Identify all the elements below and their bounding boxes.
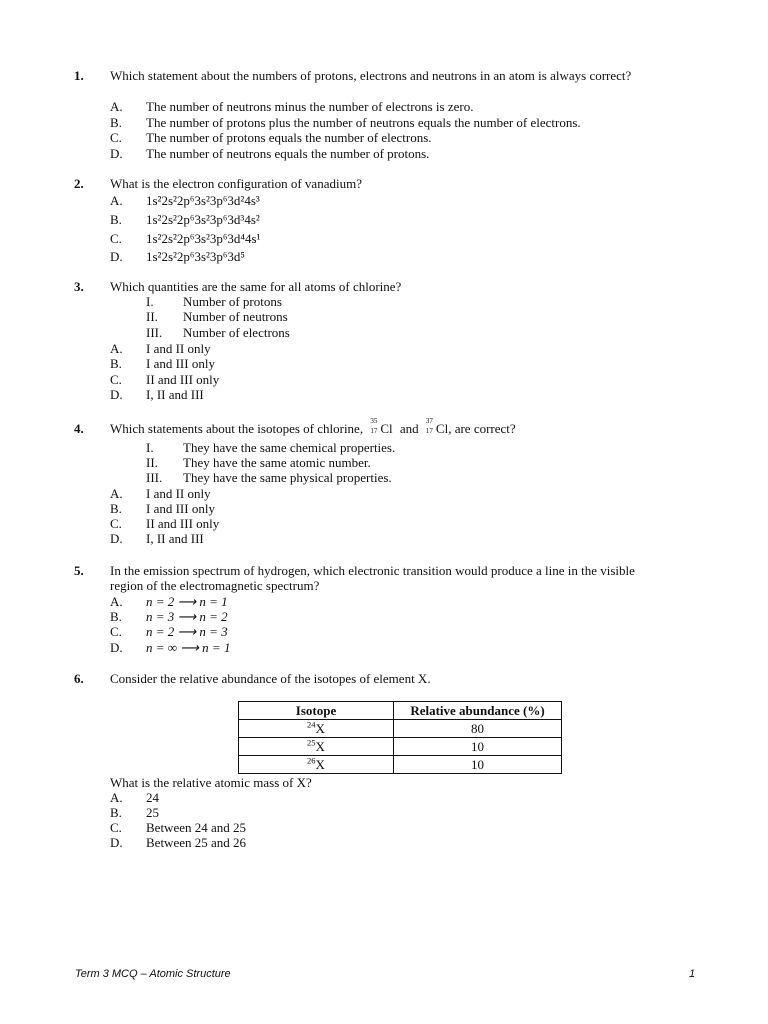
option-label: A. bbox=[110, 594, 123, 609]
question-text: Which statement about the numbers of protons, electrons and neutrons in an atom is always correct? bbox=[110, 68, 632, 83]
isotope-cell: $^{25}$X bbox=[239, 738, 394, 756]
option-label: D. bbox=[110, 146, 123, 161]
column-header-abundance: Relative abundance (%) bbox=[394, 702, 562, 720]
table-row bbox=[239, 738, 562, 756]
conjunction: and bbox=[399, 421, 419, 436]
question-text: In the emission spectrum of hydrogen, which electronic transition would produce a line in the visible region of the electromagnetic spectrum? bbox=[110, 563, 635, 594]
followup-question bbox=[0, 775, 768, 790]
option-d bbox=[0, 146, 768, 161]
statement-label: III. bbox=[146, 470, 163, 485]
question-text-start: Which statements about the isotopes of chlorine, bbox=[110, 421, 364, 436]
option-c bbox=[0, 624, 768, 639]
option-text: II and III only bbox=[146, 372, 220, 387]
isotope-cell: $^{26}$X bbox=[239, 756, 394, 774]
option-label: A. bbox=[110, 341, 123, 356]
footer-title: Term 3 MCQ – Atomic Structure bbox=[75, 968, 231, 980]
option-text: n = 2 ⟶ n = 3 bbox=[146, 624, 228, 639]
option-label: C. bbox=[110, 820, 122, 835]
option-label: C. bbox=[110, 372, 122, 387]
option-label: B. bbox=[110, 356, 122, 371]
statement-iii bbox=[0, 470, 768, 485]
option-d bbox=[0, 249, 768, 264]
option-label: A. bbox=[110, 790, 123, 805]
statement-text: Number of electrons bbox=[183, 325, 290, 340]
option-b bbox=[0, 805, 768, 820]
table-header-row bbox=[239, 702, 562, 720]
statement-i bbox=[0, 294, 768, 309]
option-label: B. bbox=[110, 805, 122, 820]
option-a bbox=[0, 193, 768, 208]
statement-ii bbox=[0, 455, 768, 470]
statement-text: They have the same physical properties. bbox=[183, 470, 392, 485]
option-text: I and II only bbox=[146, 486, 211, 501]
question-number: 5. bbox=[74, 563, 84, 578]
option-d bbox=[0, 531, 768, 546]
option-text: The number of protons equals the number of electrons. bbox=[146, 130, 432, 145]
option-c bbox=[0, 130, 768, 145]
option-b bbox=[0, 501, 768, 516]
option-b bbox=[0, 356, 768, 371]
option-text: 1s²2s²2p⁶3s²3p⁶3d⁴4s¹ bbox=[146, 231, 261, 246]
option-text: 1s²2s²2p⁶3s²3p⁶3d³4s² bbox=[146, 212, 260, 227]
option-d bbox=[0, 387, 768, 402]
option-label: C. bbox=[110, 231, 122, 246]
option-label: D. bbox=[110, 640, 123, 655]
statement-label: I. bbox=[146, 294, 154, 309]
element-symbol: Cl bbox=[435, 421, 449, 436]
option-text: n = 2 ⟶ n = 1 bbox=[146, 594, 228, 609]
option-d bbox=[0, 835, 768, 850]
option-text: Between 25 and 26 bbox=[146, 835, 247, 850]
option-text: 24 bbox=[146, 790, 159, 805]
option-text: Between 24 and 25 bbox=[146, 820, 247, 835]
element-symbol: Cl bbox=[380, 421, 393, 436]
option-text: II and III only bbox=[146, 516, 220, 531]
option-text: I and III only bbox=[146, 356, 215, 371]
option-d bbox=[0, 640, 768, 655]
question-number: 1. bbox=[74, 68, 84, 83]
question-text-end: , are correct? bbox=[448, 421, 516, 436]
option-text: n = 3 ⟶ n = 2 bbox=[146, 609, 228, 624]
option-label: D. bbox=[110, 387, 123, 402]
statement-i bbox=[0, 440, 768, 455]
option-label: B. bbox=[110, 501, 122, 516]
statement-text: They have the same chemical properties. bbox=[183, 440, 396, 455]
question-number: 3. bbox=[74, 279, 84, 294]
option-b bbox=[0, 609, 768, 624]
option-label: A. bbox=[110, 193, 123, 208]
option-text: n = ∞ ⟶ n = 1 bbox=[146, 640, 231, 655]
option-a bbox=[0, 341, 768, 356]
option-label: B. bbox=[110, 212, 122, 227]
abundance-cell: 10 bbox=[394, 738, 562, 756]
option-label: B. bbox=[110, 115, 122, 130]
table-row bbox=[239, 720, 562, 738]
isotope-cell: $^{24}$X bbox=[239, 720, 394, 738]
statement-text: Number of protons bbox=[183, 294, 282, 309]
option-text: 1s²2s²2p⁶3s²3p⁶3d⁵ bbox=[146, 249, 245, 264]
option-label: B. bbox=[110, 609, 122, 624]
question-text: What is the electron configuration of vanadium? bbox=[110, 176, 362, 191]
option-text: The number of neutrons minus the number of electrons is zero. bbox=[146, 99, 474, 114]
question-number: 4. bbox=[74, 421, 84, 436]
statement-text: Number of neutrons bbox=[183, 309, 288, 324]
option-text: I and III only bbox=[146, 501, 215, 516]
option-b bbox=[0, 212, 768, 227]
option-text: I and II only bbox=[146, 341, 211, 356]
option-a bbox=[0, 486, 768, 501]
option-label: D. bbox=[110, 531, 123, 546]
option-a bbox=[0, 99, 768, 114]
option-b bbox=[0, 115, 768, 130]
option-text: I, II and III bbox=[146, 531, 204, 546]
statement-label: II. bbox=[146, 455, 158, 470]
statement-text: They have the same atomic number. bbox=[183, 455, 371, 470]
option-label: C. bbox=[110, 130, 122, 145]
option-text: I, II and III bbox=[146, 387, 204, 402]
option-label: D. bbox=[110, 835, 123, 850]
option-text: The number of neutrons equals the number of protons. bbox=[146, 146, 430, 161]
question-number: 2. bbox=[74, 176, 84, 191]
option-c bbox=[0, 372, 768, 387]
question-text: Which quantities are the same for all atoms of chlorine? bbox=[110, 279, 402, 294]
statement-iii bbox=[0, 325, 768, 340]
option-text: 1s²2s²2p⁶3s²3p⁶3d²4s³ bbox=[146, 193, 260, 208]
question-text bbox=[110, 417, 655, 436]
option-label: D. bbox=[110, 249, 123, 264]
option-label: A. bbox=[110, 486, 123, 501]
column-header-isotope: Isotope bbox=[239, 702, 394, 720]
followup-text: What is the relative atomic mass of X? bbox=[110, 775, 312, 790]
statement-label: I. bbox=[146, 440, 154, 455]
option-text: 25 bbox=[146, 805, 159, 820]
statement-ii bbox=[0, 309, 768, 324]
abundance-cell: 10 bbox=[394, 756, 562, 774]
option-c bbox=[0, 516, 768, 531]
question-number: 6. bbox=[74, 671, 84, 686]
option-label: C. bbox=[110, 624, 122, 639]
option-a bbox=[0, 594, 768, 609]
statement-label: II. bbox=[146, 309, 158, 324]
table-row bbox=[239, 756, 562, 774]
option-label: C. bbox=[110, 516, 122, 531]
option-c bbox=[0, 231, 768, 246]
abundance-cell: 80 bbox=[394, 720, 562, 738]
nuclide-symbol: 35 17 bbox=[370, 417, 378, 435]
question-text: Consider the relative abundance of the isotopes of element X. bbox=[110, 671, 431, 686]
option-a bbox=[0, 790, 768, 805]
nuclide-symbol: 37 17 bbox=[425, 417, 433, 435]
isotope-table bbox=[238, 701, 562, 774]
statement-label: III. bbox=[146, 325, 163, 340]
option-text: The number of protons plus the number of neutrons equals the number of electrons. bbox=[146, 115, 581, 130]
option-label: A. bbox=[110, 99, 123, 114]
page-number: 1 bbox=[689, 968, 696, 980]
option-c bbox=[0, 820, 768, 835]
